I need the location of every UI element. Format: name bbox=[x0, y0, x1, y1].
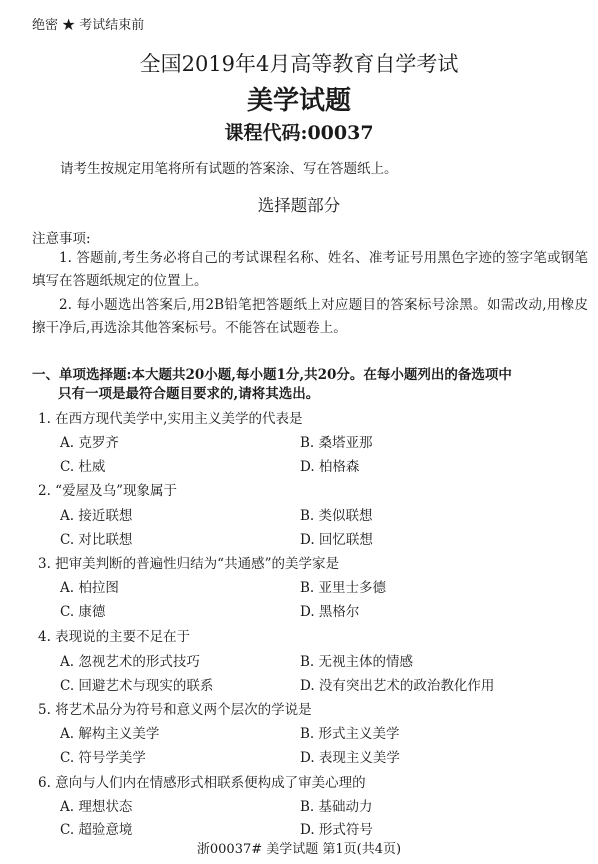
question-5-option-c: C. 符号学美学 bbox=[60, 750, 146, 766]
question-4-option-b: B. 无视主体的情感 bbox=[300, 654, 414, 670]
answer-instruction: 请考生按规定用笔将所有试题的答案涂、写在答题纸上。 bbox=[60, 161, 398, 177]
question-4-option-d: D. 没有突出艺术的政治教化作用 bbox=[300, 678, 495, 694]
section-title: 选择题部分 bbox=[257, 196, 341, 215]
question-5-option-a: A. 解构主义美学 bbox=[60, 726, 160, 742]
question-1-stem: 1. 在西方现代美学中,实用主义美学的代表是 bbox=[38, 411, 303, 427]
question-1-option-c: C. 杜威 bbox=[60, 459, 106, 475]
question-5-stem: 5. 将艺术品分为符号和意义两个层次的学说是 bbox=[38, 702, 312, 718]
question-3-stem: 3. 把审美判断的普遍性归结为“共通感”的美学家是 bbox=[38, 556, 339, 572]
exam-title: 全国2019年4月高等教育自学考试 bbox=[139, 52, 459, 76]
question-2-option-b: B. 类似联想 bbox=[300, 508, 373, 524]
part-heading-line-2: 只有一项是最符合题目要求的,请将其选出。 bbox=[58, 386, 320, 402]
notice-item-2: 2. 每小题选出答案后,用2B铅笔把答题纸上对应题目的答案标号涂黑。如需改动,用橡皮擦干净后,再选涂其他答案标号。不能答在试题卷上。 bbox=[32, 297, 588, 336]
confidential-mark: 绝密 ★ 考试结束前 bbox=[32, 18, 145, 33]
course-code: 课程代码:00037 bbox=[224, 122, 374, 144]
question-6-option-c: C. 超验意境 bbox=[60, 822, 133, 838]
question-1-option-a: A. 克罗齐 bbox=[60, 435, 119, 451]
notice-title: 注意事项: bbox=[32, 231, 91, 247]
question-6-stem: 6. 意向与人们内在情感形式相联系便构成了审美心理的 bbox=[38, 775, 366, 791]
question-4-option-c: C. 回避艺术与现实的联系 bbox=[60, 678, 214, 694]
question-3-option-a: A. 柏拉图 bbox=[60, 580, 119, 596]
part-heading-line-1: 一、单项选择题:本大题共20小题,每小题1分,共20分。在每小题列出的备选项中 bbox=[32, 367, 512, 383]
question-6-option-a: A. 理想状态 bbox=[60, 799, 133, 815]
question-3-option-b: B. 亚里士多德 bbox=[300, 580, 387, 596]
question-2-stem: 2. “爱屋及乌”现象属于 bbox=[38, 483, 177, 499]
question-4-option-a: A. 忽视艺术的形式技巧 bbox=[60, 654, 200, 670]
question-1-option-d: D. 柏格森 bbox=[300, 459, 360, 475]
subject-title: 美学试题 bbox=[246, 86, 351, 116]
question-3-option-d: D. 黑格尔 bbox=[300, 604, 360, 620]
question-5-option-d: D. 表现主义美学 bbox=[300, 750, 400, 766]
question-6-option-b: B. 基础动力 bbox=[300, 799, 373, 815]
question-2-option-d: D. 回忆联想 bbox=[300, 532, 373, 548]
question-6-option-d: D. 形式符号 bbox=[300, 822, 373, 838]
notice-item-1: 1. 答题前,考生务必将自己的考试课程名称、姓名、准考证号用黑色字迹的签字笔或钢笔填写在答题纸规定的位置上。 bbox=[32, 250, 588, 289]
question-3-option-c: C. 康德 bbox=[60, 604, 106, 620]
question-5-option-b: B. 形式主义美学 bbox=[300, 726, 400, 742]
page-footer: 浙00037# 美学试题 第1页(共4页) bbox=[196, 842, 402, 857]
question-2-option-a: A. 接近联想 bbox=[60, 508, 133, 524]
question-1-option-b: B. 桑塔亚那 bbox=[300, 435, 373, 451]
question-2-option-c: C. 对比联想 bbox=[60, 532, 133, 548]
question-4-stem: 4. 表现说的主要不足在于 bbox=[38, 629, 191, 645]
